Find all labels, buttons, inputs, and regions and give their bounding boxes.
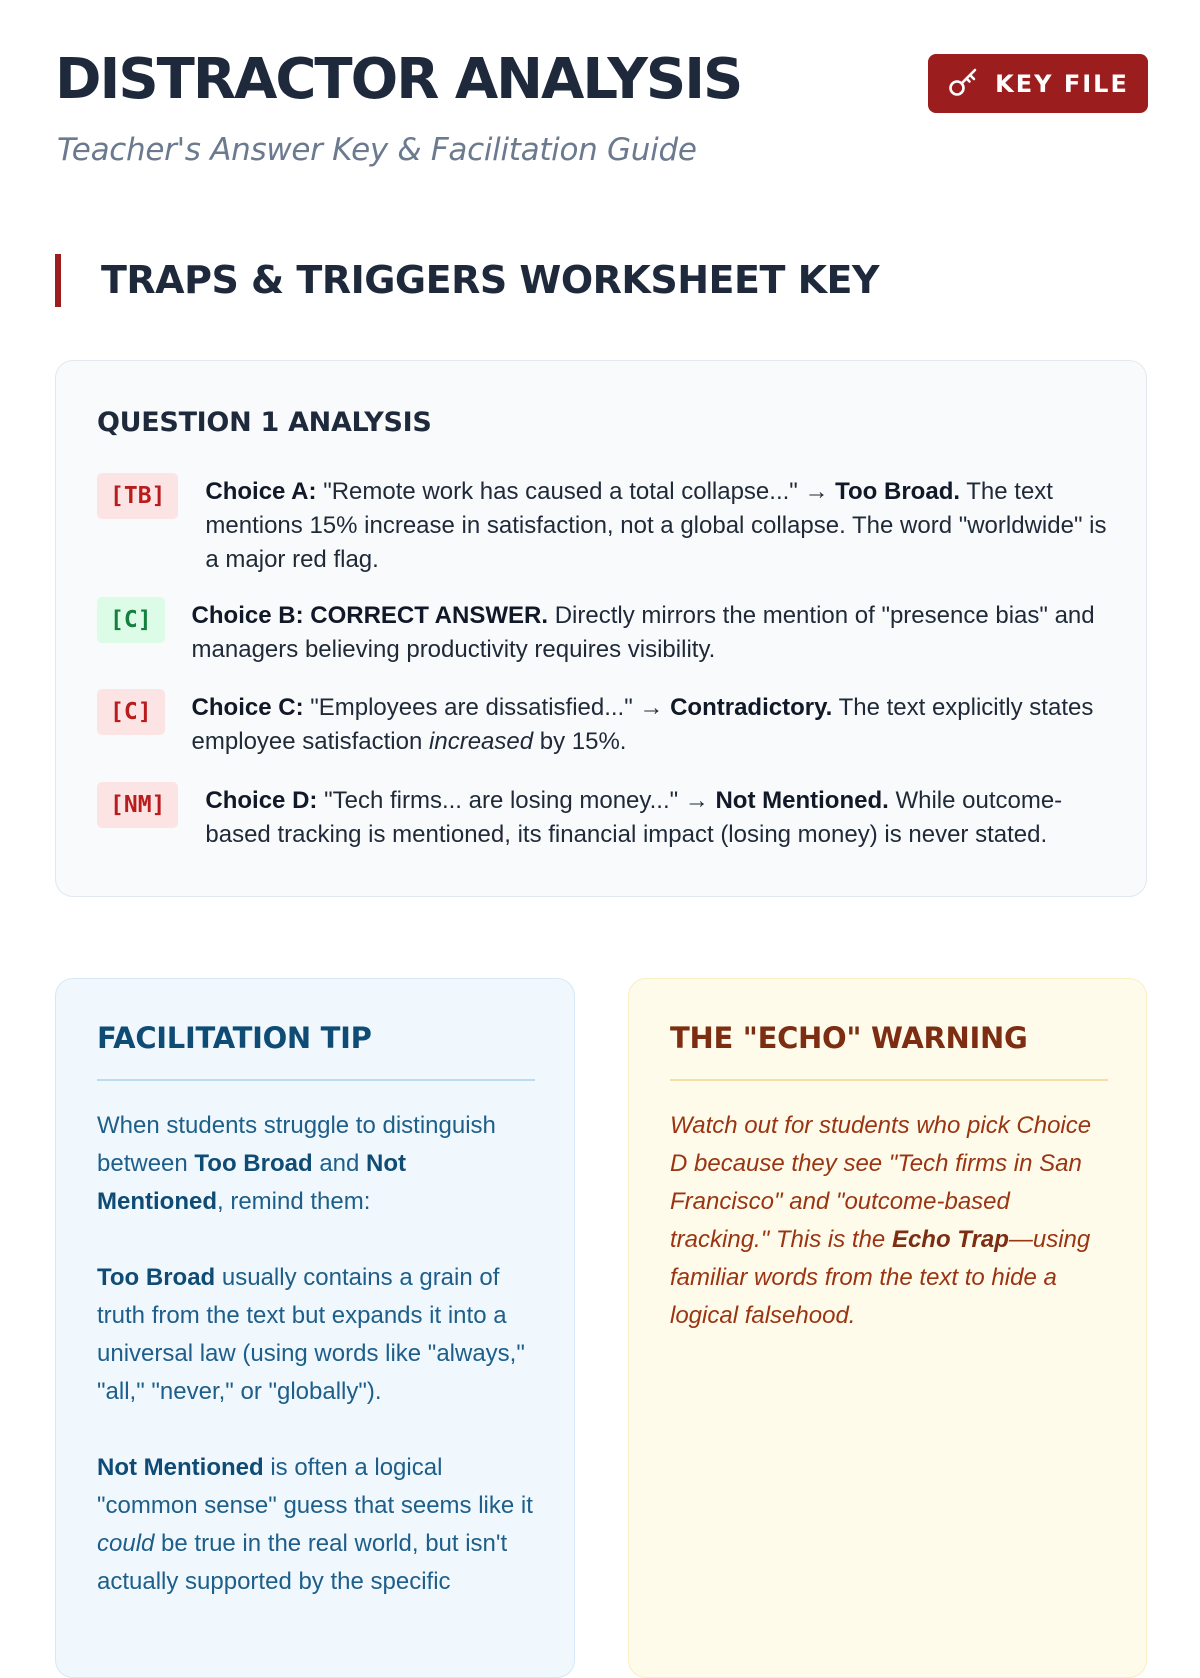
warning-text: Watch out for students who pick Choice D because they see "Tech firms in San Francisco" and "outcome-based tracking." This is the Echo Trap—using familiar words from the text to hide a logical falsehood. — [670, 1112, 1092, 1329]
page-header — [55, 0, 1147, 200]
divider — [97, 1079, 535, 1081]
choice-a-text: Choice A: "Remote work has caused a total collapse..." → Too Broad. The text mentions 15% increase in satisfaction, not a global collapse. The word "worldwide" is a major red flag. — [205, 478, 1107, 573]
section-title: TRAPS & TRIGGERS WORKSHEET KEY — [101, 258, 880, 302]
choice-b-row — [97, 597, 1107, 667]
section-accent-bar — [55, 254, 61, 307]
question-analysis-card — [55, 360, 1147, 897]
choice-a-row — [97, 473, 1107, 577]
facilitation-tip-title: FACILITATION TIP — [97, 1021, 372, 1055]
choice-tag: [NM] — [97, 782, 178, 828]
echo-warning-body — [670, 1107, 1110, 1335]
question-title: QUESTION 1 ANALYSIS — [97, 407, 432, 438]
page-title: DISTRACTOR ANALYSIS — [55, 47, 742, 112]
choice-c-row — [97, 689, 1107, 759]
choice-tag: [TB] — [97, 473, 178, 519]
choice-tag: [C] — [97, 597, 165, 643]
echo-warning-title: THE "ECHO" WARNING — [670, 1021, 1028, 1055]
choice-d-row — [97, 782, 1107, 852]
key-file-label: KEY FILE — [995, 69, 1129, 98]
divider — [670, 1079, 1108, 1081]
choice-b-text: Choice B: CORRECT ANSWER. Directly mirrors the mention of "presence bias" and managers believing productivity requires visibility. — [191, 602, 1095, 663]
choice-c-text: Choice C: "Employees are dissatisfied..." → Contradictory. The text explicitly states employee satisfaction increased by 15%. — [191, 694, 1094, 755]
answer-key-page — [55, 0, 1147, 1595]
page-subtitle: Teacher's Answer Key & Facilitation Guide — [57, 132, 697, 168]
echo-warning-card — [628, 978, 1147, 1678]
choice-d-text: Choice D: "Tech firms... are losing money..." → Not Mentioned. While outcome-based tracking is mentioned, its financial impact (losing money) is never stated. — [205, 787, 1063, 848]
tip-not-mentioned: Not Mentioned is often a logical "common sense" guess that seems like it could be true in the real world, but isn't actually supported by the specific — [97, 1454, 533, 1595]
tip-too-broad: Too Broad usually contains a grain of truth from the text but expands it into a universal law (using words like "always," "all," "never," or "globally"). — [97, 1264, 525, 1405]
key-icon — [947, 64, 981, 104]
facilitation-tip-card — [55, 978, 575, 1678]
facilitation-tip-body — [97, 1107, 537, 1639]
key-file-button[interactable] — [928, 54, 1148, 113]
section-heading — [55, 254, 1055, 308]
tip-intro: When students struggle to distinguish between Too Broad and Not Mentioned, remind them: — [97, 1112, 496, 1215]
choice-tag: [C] — [97, 689, 165, 735]
